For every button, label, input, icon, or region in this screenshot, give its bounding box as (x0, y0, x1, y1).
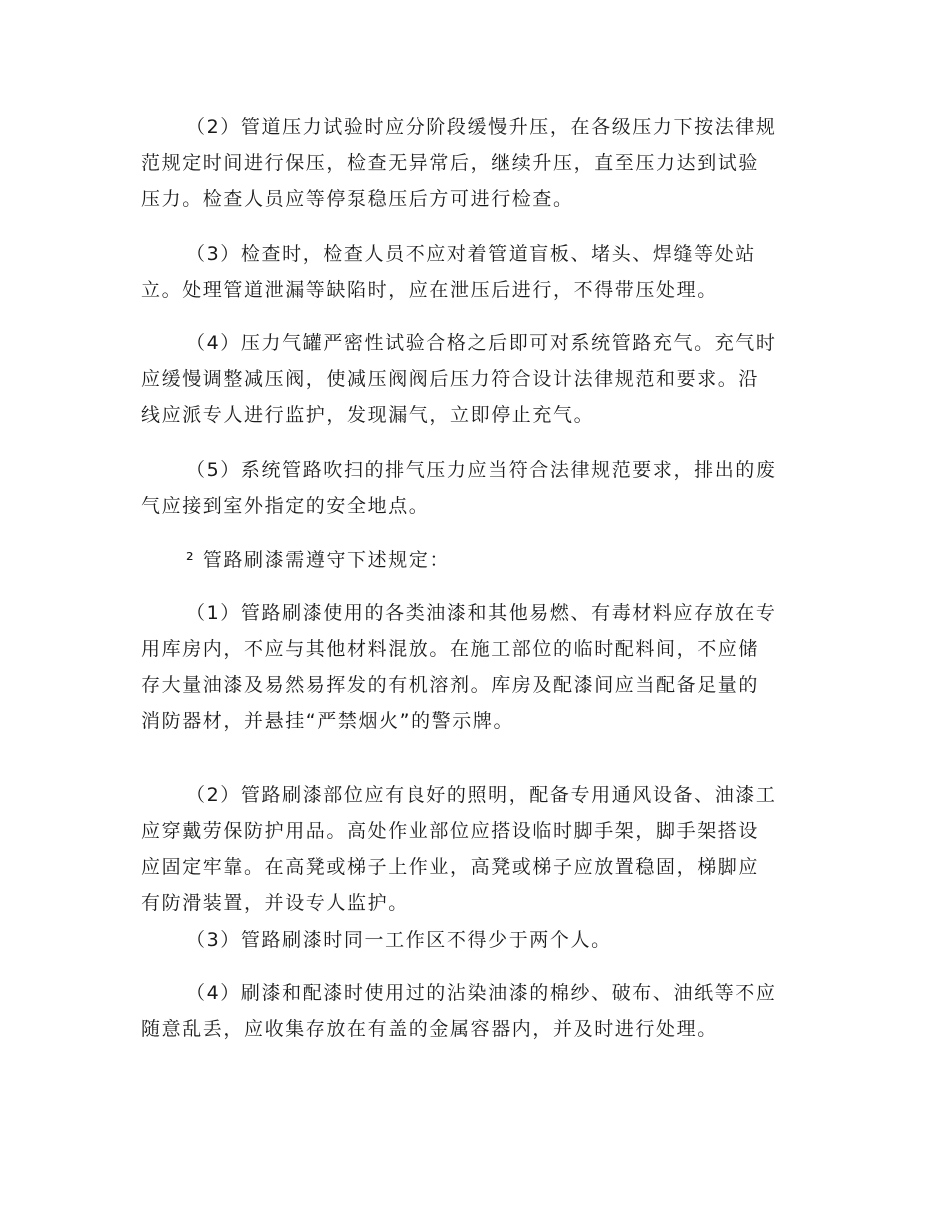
paragraph-two-person-rule (141, 922, 817, 958)
paragraph-painting-site (141, 777, 817, 921)
text-line: 消防器材，并悬挂“严禁烟火”的警示牌。 (141, 710, 515, 732)
text-line: （3）检查时，检查人员不应对着管道盲板、堵头、焊缝等处站 (186, 243, 756, 265)
text-line: 随意乱丢，应收集存放在有盖的金属容器内，并及时进行处理。 (141, 1018, 718, 1040)
section-heading-painting (141, 542, 817, 578)
text-line: （2）管道压力试验时应分阶段缓慢升压，在各级压力下按法律规 (186, 116, 777, 138)
text-line: 存大量油漆及易然易挥发的有机溶剂。库房及配漆间应当配备足量的 (141, 674, 760, 696)
text-line: 气应接到室外指定的安全地点。 (141, 495, 430, 517)
text-line: （5）系统管路吹扫的排气压力应当符合法律规范要求，排出的废 (186, 459, 777, 481)
paragraph-tank-inflation (141, 325, 817, 433)
text-line: 应缓慢调整减压阀，使减压阀阀后压力符合设计法律规范和要求。沿 (141, 368, 760, 390)
paragraph-purge (141, 452, 817, 524)
text-line: （4）压力气罐严密性试验合格之后即可对系统管路充气。充气时 (186, 332, 777, 354)
text-line: （1）管路刷漆使用的各类油漆和其他易燃、有毒材料应存放在专 (186, 602, 777, 624)
text-line: 应固定牢靠。在高凳或梯子上作业，高凳或梯子应放置稳固，梯脚应 (141, 856, 760, 878)
text-line: 应穿戴劳保防护用品。高处作业部位应搭设临时脚手架，脚手架搭设 (141, 820, 760, 842)
paragraph-waste-disposal (141, 975, 817, 1047)
text-line: （4）刷漆和配漆时使用过的沾染油漆的棉纱、破布、油纸等不应 (186, 982, 777, 1004)
text-line: 范规定时间进行保压，检查无异常后，继续升压，直至压力达到试验 (141, 152, 760, 174)
paragraph-inspection (141, 236, 817, 308)
text-line: （3）管路刷漆时同一工作区不得少于两个人。 (186, 929, 612, 951)
text-line: 压力。检查人员应等停泵稳压后方可进行检查。 (141, 188, 574, 210)
paragraph-paint-storage (141, 595, 817, 739)
section-heading: ² 管路刷漆需遵守下述规定： (186, 549, 451, 571)
text-line: 有防滑装置，并设专人监护。 (141, 892, 409, 914)
text-line: （2）管路刷漆部位应有良好的照明，配备专用通风设备、油漆工 (186, 784, 777, 806)
text-line: 立。处理管道泄漏等缺陷时，应在泄压后进行，不得带压处理。 (141, 279, 718, 301)
paragraph-pressure-test (141, 109, 817, 217)
text-line: 线应派专人进行监护，发现漏气，立即停止充气。 (141, 404, 595, 426)
text-line: 用库房内，不应与其他材料混放。在施工部位的临时配料间，不应储 (141, 638, 760, 660)
